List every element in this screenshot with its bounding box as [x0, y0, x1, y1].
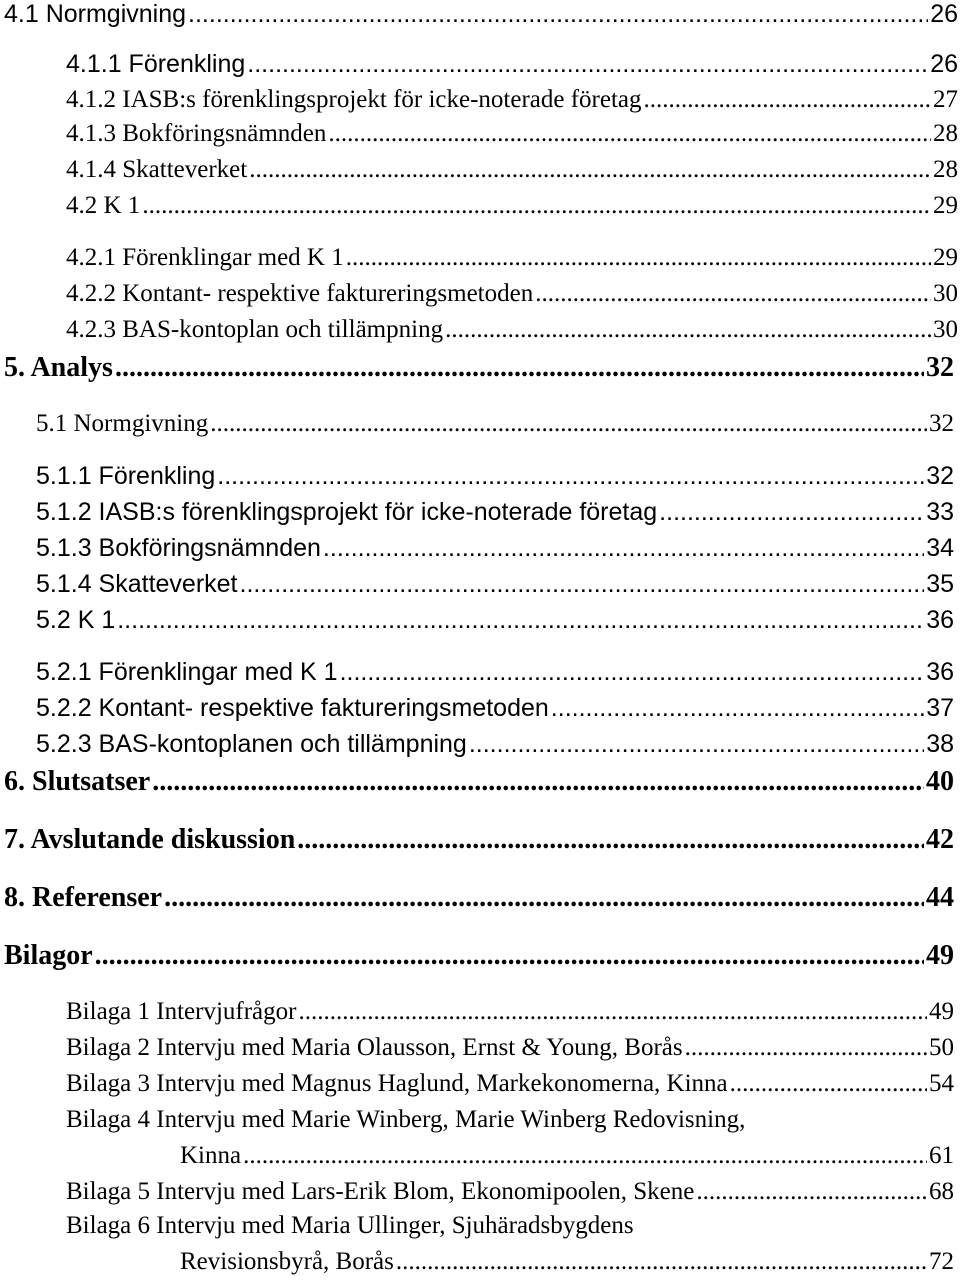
toc-chapter-entry[interactable] — [4, 940, 954, 972]
toc-entry-label: 6. Slutsatser — [4, 766, 151, 797]
toc-entry-label: 5. Analys — [4, 352, 113, 383]
toc-entry-label: Bilaga 5 Intervju med Lars-Erik Blom, Ekonomipoolen, Skene — [66, 1178, 695, 1205]
toc-entry[interactable] — [66, 156, 958, 184]
dot-leader — [551, 694, 924, 723]
toc-appendix-entry-first-line[interactable] — [66, 1106, 745, 1134]
toc-entry-page: 49 — [929, 998, 954, 1025]
toc-entry-page: 26 — [930, 0, 958, 28]
toc-appendix-entry-continuation[interactable] — [180, 1142, 954, 1170]
toc-entry-page: 36 — [926, 658, 954, 686]
toc-entry-page: 35 — [926, 570, 954, 598]
toc-entry-page: 40 — [926, 766, 954, 797]
dot-leader — [152, 766, 924, 798]
toc-entry-label: 4.1.2 IASB:s förenklingsprojekt för icke-noterade företag — [66, 86, 642, 113]
toc-entry-label: 8. Referenser — [4, 882, 163, 913]
toc-entry-label: 5.1.1 Förenkling — [36, 462, 216, 490]
toc-entry[interactable] — [36, 498, 954, 527]
toc-entry-label: 5.1.4 Skatteverket — [36, 570, 238, 598]
toc-chapter-entry[interactable] — [4, 352, 954, 384]
toc-entry-page: 26 — [930, 50, 958, 78]
toc-entry[interactable] — [36, 658, 954, 687]
toc-entry-page: 37 — [926, 694, 954, 722]
toc-appendix-entry[interactable] — [66, 1034, 954, 1062]
toc-entry-page: 49 — [926, 940, 954, 971]
toc-entry-label: 4.1.4 Skatteverket — [66, 156, 248, 183]
toc-entry-page: 30 — [933, 280, 958, 307]
dot-leader — [685, 1034, 927, 1062]
dot-leader — [328, 120, 931, 148]
toc-entry-label: 5.1.3 Bokföringsnämnden — [36, 534, 321, 562]
toc-entry[interactable] — [66, 50, 958, 79]
toc-entry-page: 29 — [933, 244, 958, 271]
dot-leader — [249, 156, 931, 184]
toc-entry-page: 72 — [929, 1248, 954, 1275]
toc-entry-label: 4.1.3 Bokföringsnämnden — [66, 120, 327, 147]
toc-entry-page: 50 — [929, 1034, 954, 1061]
toc-entry[interactable] — [66, 86, 958, 114]
toc-entry-page: 44 — [926, 882, 954, 913]
dot-leader — [298, 998, 927, 1026]
toc-entry-label: 4.2.1 Förenklingar med K 1 — [66, 244, 344, 271]
dot-leader — [217, 462, 924, 491]
dot-leader — [696, 1178, 927, 1206]
toc-entry[interactable] — [66, 280, 958, 308]
dot-leader — [730, 1070, 927, 1098]
toc-entry-continuation-label: Kinna — [180, 1142, 242, 1169]
toc-appendix-entry-first-line[interactable] — [66, 1212, 634, 1240]
toc-entry[interactable] — [36, 462, 954, 491]
toc-entry[interactable] — [36, 570, 954, 599]
dot-leader — [469, 730, 924, 759]
toc-entry[interactable] — [36, 410, 954, 438]
toc-entry-page: 29 — [933, 192, 958, 219]
toc-entry-page: 27 — [933, 86, 958, 113]
toc-chapter-entry[interactable] — [4, 882, 954, 914]
dot-leader — [164, 882, 924, 914]
toc-entry-label: 5.2.1 Förenklingar med K 1 — [36, 658, 338, 686]
toc-entry-page: 32 — [929, 410, 954, 437]
toc-entry[interactable] — [36, 534, 954, 563]
dot-leader — [535, 280, 931, 308]
toc-entry-page: 34 — [926, 534, 954, 562]
toc-entry[interactable] — [36, 606, 954, 635]
toc-entry-label: 4.2.2 Kontant- respektive faktureringsmetoden — [66, 280, 534, 307]
dot-leader — [247, 50, 928, 79]
toc-entry-label: 5.2.3 BAS-kontoplanen och tillämpning — [36, 730, 467, 758]
toc-entry-continuation-label: Revisionsbyrå, Borås — [180, 1248, 394, 1275]
toc-entry-label: 7. Avslutande diskussion — [4, 824, 296, 855]
dot-leader — [297, 824, 924, 856]
toc-entry-label: 4.2.3 BAS-kontoplan och tillämpning — [66, 316, 444, 343]
toc-entry-page: 30 — [933, 316, 958, 343]
toc-entry-label: 4.1 Normgivning — [4, 0, 187, 28]
toc-entry-label: Bilaga 2 Intervju med Maria Olausson, Ernst & Young, Borås — [66, 1034, 683, 1061]
toc-entry[interactable] — [66, 316, 958, 344]
toc-entry-page: 61 — [929, 1142, 954, 1169]
dot-leader — [243, 1142, 927, 1170]
toc-entry[interactable] — [36, 730, 954, 759]
toc-entry-page: 68 — [929, 1178, 954, 1205]
toc-entry-page: 32 — [926, 462, 954, 490]
toc-appendix-entry[interactable] — [66, 1178, 954, 1206]
dot-leader — [142, 192, 931, 220]
toc-entry-label: 5.2 K 1 — [36, 606, 116, 634]
dot-leader — [659, 498, 924, 527]
toc-entry-page: 42 — [926, 824, 954, 855]
toc-chapter-entry[interactable] — [4, 766, 954, 798]
dot-leader — [117, 606, 924, 635]
toc-entry[interactable] — [4, 0, 958, 29]
toc-entry-label: 5.1 Normgivning — [36, 410, 209, 437]
toc-entry-label: 4.1.1 Förenkling — [66, 50, 246, 78]
toc-entry-label: 4.2 K 1 — [66, 192, 141, 219]
toc-appendix-entry-continuation[interactable] — [180, 1248, 954, 1276]
dot-leader — [644, 86, 931, 114]
toc-entry-page: 28 — [933, 156, 958, 183]
toc-entry[interactable] — [36, 694, 954, 723]
toc-appendix-entry[interactable] — [66, 998, 954, 1026]
toc-entry[interactable] — [66, 244, 958, 272]
toc-appendix-entry[interactable] — [66, 1070, 954, 1098]
dot-leader — [323, 534, 924, 563]
toc-chapter-entry[interactable] — [4, 824, 954, 856]
toc-entry-label: 5.1.2 IASB:s förenklingsprojekt för icke-noterade företag — [36, 498, 658, 526]
toc-entry-label: Bilaga 6 Intervju med Maria Ullinger, Sjuhäradsbygdens — [66, 1212, 634, 1239]
toc-entry-page: 36 — [926, 606, 954, 634]
toc-entry-page: 38 — [926, 730, 954, 758]
dot-leader — [188, 0, 928, 29]
dot-leader — [396, 1248, 927, 1276]
dot-leader — [445, 316, 931, 344]
toc-entry-label: Bilaga 1 Intervjufrågor — [66, 998, 297, 1025]
toc-entry-label: Bilaga 4 Intervju med Marie Winberg, Marie Winberg Redovisning, — [66, 1106, 746, 1133]
toc-entry-page: 28 — [933, 120, 958, 147]
toc-entry[interactable] — [66, 120, 958, 148]
dot-leader — [240, 570, 925, 599]
toc-entry-label: Bilagor — [4, 940, 93, 971]
toc-entry[interactable] — [66, 192, 958, 220]
toc-entry-page: 54 — [929, 1070, 954, 1097]
dot-leader — [210, 410, 927, 438]
toc-entry-page: 32 — [926, 352, 954, 383]
dot-leader — [340, 658, 925, 687]
toc-entry-page: 33 — [926, 498, 954, 526]
dot-leader — [346, 244, 931, 272]
dot-leader — [115, 352, 924, 384]
toc-entry-label: 5.2.2 Kontant- respektive faktureringsmetoden — [36, 694, 549, 722]
dot-leader — [95, 940, 924, 972]
toc-entry-label: Bilaga 3 Intervju med Magnus Haglund, Markekonomerna, Kinna — [66, 1070, 728, 1097]
